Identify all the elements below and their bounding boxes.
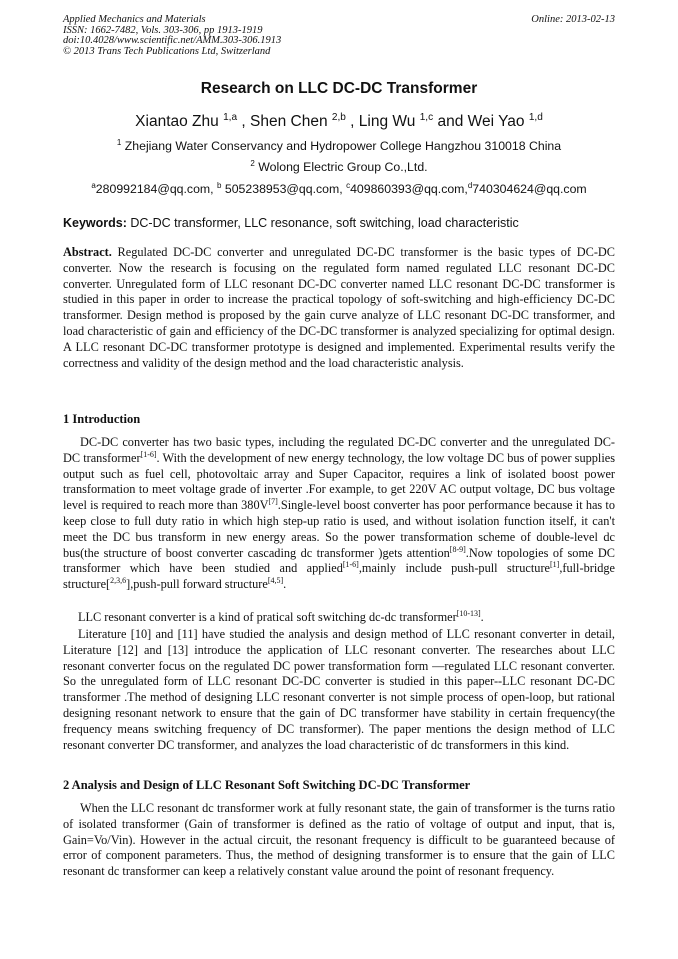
body-text: DC-DC converter has two basic types, including the regulated DC-DC converter and the unregulated DC-DC transformer — [63, 435, 615, 465]
copyright-line: © 2013 Trans Tech Publications Ltd, Switzerland — [63, 45, 271, 57]
paper-title: Research on LLC DC-DC Transformer — [200, 80, 478, 97]
affiliation-mark: 2 — [250, 158, 255, 168]
citation: [1-6] — [140, 449, 157, 459]
citation: [1-6] — [342, 560, 359, 570]
email-text: 505238953@qq.com, — [221, 182, 347, 196]
email-mark: b — [217, 180, 222, 190]
author-separator: , — [237, 113, 250, 130]
body-text: . — [480, 610, 484, 624]
author-name: Xiantao Zhu — [135, 113, 219, 130]
intro-paragraph-3: Literature [10] and [11] have studied the analysis and design method of LLC resonant converter in detail, Literature [12] and [13] introduce the application of LLC resonant converter. The researches about LLC resonant converter focus on the regulated DC power transformation form —regulated LLC resonant converter. So the unregulated form of LLC resonant DC-DC converter is studied in this paper--LLC resonant DC-DC transformer .The method of designing LLC resonant converter is not simple process of open-loop, but rational designing resonant network to ensure that the gain of DC transformer have stability in certain frequency(the frequency means switching frequency of DC transformer). The paper mentions the design method of LLC resonant converter DC transformer, and analyzes the load characteristic of dc transformers in this kind. — [63, 627, 615, 752]
affiliation-2 — [0, 160, 678, 174]
affiliation-1 — [0, 139, 678, 153]
keywords-line — [63, 216, 519, 230]
abstract-label: Abstract. — [63, 245, 112, 259]
body-text: LLC resonant converter is a kind of pratical soft switching dc-dc transformer — [78, 610, 457, 624]
author-emails — [0, 182, 678, 196]
affiliation-mark: 1 — [116, 137, 122, 147]
section-2-paragraph-1: When the LLC resonant dc transformer work at fully resonant state, the gain of transformer is the turns ratio of isolated transformer (Gain of transformer is defined as the ratio of voltage of output and input, that is, Gain=Vo/Vin). However in the actual circuit, the resonant frequency is difficult to be guaranteed because of error of component parameters. Thus, the method of designing transformer is to ensure that the gain of LLC resonant dc transformer can keep a relatively constant value around the point of resonant frequency. — [63, 801, 615, 879]
affiliation-text: Wolong Electric Group Co.,Ltd. — [258, 160, 428, 174]
intro-paragraph-1 — [63, 435, 615, 593]
affiliation-text: Zhejiang Water Conservancy and Hydropower College Hangzhou 310018 China — [124, 139, 562, 153]
body-text: .Now topologies of some DC transformer which have been studied and applied — [63, 545, 615, 576]
body-text: ,mainly include push-pull structure — [358, 561, 551, 576]
email-mark: c — [346, 180, 351, 190]
email-text: 409860393@qq.com, — [350, 182, 468, 196]
body-text: . — [283, 577, 287, 592]
doi-line: doi:10.4028/www.scientific.net/AMM.303-306.1913 — [63, 35, 282, 46]
body-text: ],push-pull forward structure — [126, 577, 268, 592]
section-2-heading: 2 Analysis and Design of LLC Resonant Soft Switching DC-DC Transformer — [63, 778, 471, 792]
email-mark: a — [91, 180, 96, 190]
issn-line: ISSN: 1662-7482, Vols. 303-306, pp 1913-1919 — [63, 24, 263, 36]
citation: 2,3,6 — [110, 576, 127, 586]
citation: [7] — [268, 497, 278, 507]
citation: [10-13] — [456, 608, 481, 618]
section-1-heading: 1 Introduction — [63, 412, 141, 426]
author-affiliation-mark: 2,b — [331, 111, 346, 123]
email-text: 280992184@qq.com, — [95, 182, 217, 196]
journal-name: Applied Mechanics and Materials — [63, 14, 206, 25]
author-name: Shen Chen — [250, 113, 328, 130]
keywords-text: DC-DC transformer, LLC resonance, soft switching, load characteristic — [126, 216, 519, 230]
body-text: . With the development of new energy technology, the low voltage DC bus of power supplies output such as fuel cell, photovoltaic array and Super Capacitor, requires a link of isolated boost power transformation to meet voltage grade of inverter .For example, to get 220V AC output voltage, DC bus voltage level is required to reach more than 380V — [63, 450, 615, 513]
abstract-text: Regulated DC-DC converter and unregulated DC-DC transformer is the basic types of DC-DC converter. Now the research is focusing on the regulated form named regulated LLC resonant DC-DC converter. Unregulated form of LLC resonant DC-DC converter named LLC resonant DC-DC transformer is studied in this paper in order to increase the practical topology of soft-switching and high-efficiency DC-DC transformer. Design method is proposed by the gain curve analyze of LLC resonant DC-DC transformer, and load characteristic of gain and efficiency of the DC-DC transformer is analyzed specializing for optimal design. A LLC resonant DC-DC transformer prototype is designed and implemented. Experimental results verify the correctness and validity of the design method and the load characteristic analysis. — [63, 245, 615, 370]
body-text: ,full-bridge structure[ — [63, 561, 615, 592]
email-mark: d — [467, 180, 473, 190]
email-text: 740304624@qq.com — [472, 182, 587, 196]
keywords-label: Keywords: — [63, 216, 127, 230]
author-separator: and — [433, 113, 468, 130]
author-affiliation-mark: 1,a — [223, 111, 238, 123]
author-name: Ling Wu — [358, 113, 416, 130]
author-affiliation-mark: 1,c — [419, 111, 434, 123]
body-text: .Single-level boost converter has poor performance because it has to keep close to full duty ratio in which high step-up ratio is used, and without isolation function itself, it can't meet the DC bus transform in new energy areas. So the power transformation scheme of double-level dc bus(the structure of boost converter cascading dc transformer )gets attention — [63, 498, 615, 560]
abstract-paragraph — [63, 245, 615, 371]
intro-paragraph-2 — [63, 610, 615, 626]
online-date: Online: 2013-02-13 — [531, 14, 615, 25]
author-name: Wei Yao — [467, 113, 525, 130]
author-separator: , — [345, 113, 359, 130]
journal-header — [63, 15, 615, 57]
author-affiliation-mark: 1,d — [528, 111, 543, 123]
citation: [8-9] — [449, 544, 466, 554]
author-list — [0, 113, 678, 131]
citation: [1] — [550, 560, 560, 570]
citation: [4,5] — [267, 576, 284, 586]
